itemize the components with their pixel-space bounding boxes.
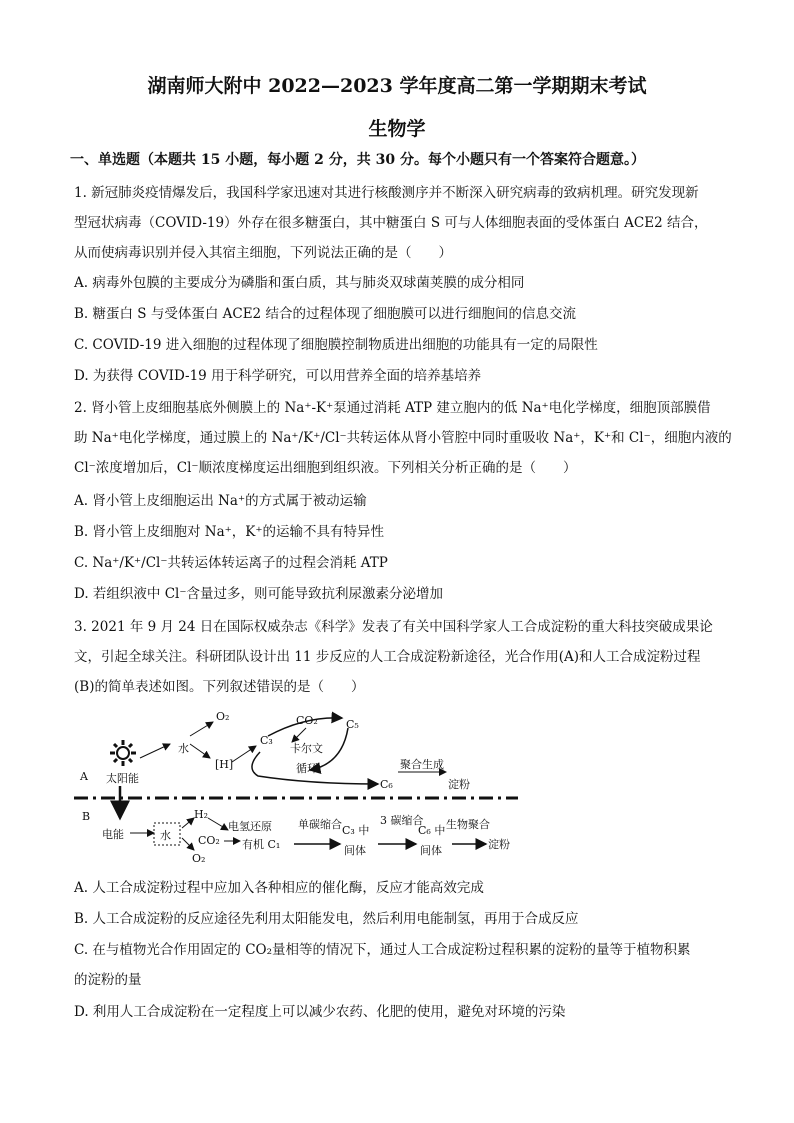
h2-label: H₂ — [194, 808, 209, 821]
c6-mid-label-1: C₆ 中 — [418, 824, 446, 837]
sun-energy-label: 太阳能 — [106, 772, 139, 785]
reduction-label-1: 电氢还原 — [228, 820, 272, 833]
three-carbon-label: 3 碳缩合 — [380, 814, 424, 827]
q2-option-a: A. 肾小管上皮细胞运出 Na⁺的方式属于被动运输 — [74, 493, 367, 509]
c6-top-label: C₆ — [380, 778, 393, 791]
calvin-label-1: 卡尔文 — [290, 742, 323, 755]
subject-title: 生物学 — [368, 118, 426, 140]
q1-stem-line-3: 从而使病毒识别并侵入其宿主细胞，下列说法正确的是（ ） — [74, 245, 452, 261]
q1-option-c: C. COVID-19 进入细胞的过程体现了细胞膜控制物质进出细胞的功能具有一定的局限性 — [74, 337, 598, 353]
q3-option-c-cont: 的淀粉的量 — [74, 972, 142, 988]
q3-option-d: D. 利用人工合成淀粉在一定程度上可以减少农药、化肥的使用，避免对环境的污染 — [74, 1004, 566, 1020]
section-heading: 一、单选题（本题共 15 小题，每小题 2 分，共 30 分。每个小题只有一个答案符合题意。） — [70, 152, 645, 168]
q2-option-d: D. 若组织液中 Cl⁻含量过多，则可能导致抗利尿激素分泌增加 — [74, 586, 443, 602]
q1-option-a: A. 病毒外包膜的主要成分为磷脂和蛋白质，其与肺炎双球菌荚膜的成分相同 — [74, 275, 525, 291]
q3-stem-line-2: 文，引起全球关注。科研团队设计出 11 步反应的人工合成淀粉新途径，光合作用(A)和人工合成淀粉过程 — [74, 649, 701, 665]
q3-option-b: B. 人工合成淀粉的反应途径先利用太阳能发电，然后利用电能制氢，再用于合成反应 — [74, 911, 579, 927]
bio-polymer-label: 生物聚合 — [446, 818, 490, 831]
q1-option-b: B. 糖蛋白 S 与受体蛋白 ACE2 结合的过程体现了细胞膜可以进行细胞间的信息交流 — [74, 306, 576, 322]
q2-option-c: C. Na⁺/K⁺/Cl⁻共转运体转运离子的过程会消耗 ATP — [74, 555, 388, 571]
water-top-label: 水 — [178, 742, 189, 755]
c6-mid-label-2: 间体 — [420, 844, 442, 857]
c3-mid-label-2: 间体 — [344, 844, 366, 857]
o2-top-label: O₂ — [216, 710, 230, 723]
reduction-label-2: 有机 C₁ — [242, 838, 281, 851]
electric-energy-label: 电能 — [102, 828, 124, 841]
label-b: B — [82, 810, 91, 823]
c3-top-label: C₃ — [260, 734, 273, 747]
exam-title: 湖南师大附中 2022—2023 学年度高二第一学期期末考试 — [147, 75, 647, 97]
water-box-label: 水 — [160, 829, 171, 842]
starch-bottom-label: 淀粉 — [488, 838, 510, 851]
single-carbon-label: 单碳缩合 — [298, 818, 342, 831]
q2-stem-line-3: Cl⁻浓度增加后，Cl⁻顺浓度梯度运出细胞到组织液。下列相关分析正确的是（ ） — [74, 460, 577, 476]
label-a: A — [80, 770, 88, 783]
q1-stem-line-2: 型冠状病毒（COVID-19）外存在很多糖蛋白，其中糖蛋白 S 可与人体细胞表面的受体蛋白 ACE2 结合， — [74, 215, 708, 231]
polymer-label-2: 淀粉 — [448, 778, 470, 791]
polymer-label-1: 聚合生成 — [400, 758, 444, 771]
c3-mid-label-1: C₃ 中 — [342, 824, 370, 837]
o2-bottom-label: O₂ — [192, 852, 206, 865]
q1-option-d: D. 为获得 COVID-19 用于科学研究，可以用营养全面的培养基培养 — [74, 368, 482, 384]
q3-stem-line-3: (B)的简单表述如图。下列叙述错误的是（ ） — [74, 679, 365, 695]
q3-option-a: A. 人工合成淀粉过程中应加入各种相应的催化酶，反应才能高效完成 — [74, 880, 484, 896]
q3-option-c: C. 在与植物光合作用固定的 CO₂量相等的情况下，通过人工合成淀粉过程积累的淀粉的量等于植物积累 — [74, 942, 691, 958]
co2-top-label: CO₂ — [296, 714, 318, 727]
q2-stem-line-1: 2. 肾小管上皮细胞基底外侧膜上的 Na⁺-K⁺泵通过消耗 ATP 建立胞内的低 Na⁺电化学梯度，细胞顶部膜借 — [74, 400, 711, 416]
q1-stem-line-1: 1. 新冠肺炎疫情爆发后，我国科学家迅速对其进行核酸测序并不断深入研究病毒的致病机理。研究发现新 — [74, 185, 699, 201]
c5-label: C₅ — [346, 718, 359, 731]
q3-stem-line-1: 3. 2021 年 9 月 24 日在国际权威杂志《科学》发表了有关中国科学家人工合成淀粉的重大科技突破成果论 — [74, 619, 713, 635]
co2-bottom-label: CO₂ — [198, 834, 220, 847]
calvin-label-2: 循环 — [296, 762, 318, 775]
h-label: [H] — [215, 758, 234, 771]
q2-stem-line-2: 助 Na⁺电化学梯度，通过膜上的 Na⁺/K⁺/Cl⁻共转运体从肾小管腔中同时重吸收 Na⁺，K⁺和 Cl⁻，细胞内液的 — [74, 430, 732, 446]
q2-option-b: B. 肾小管上皮细胞对 Na⁺，K⁺的运输不具有特异性 — [74, 524, 384, 540]
sun-icon — [110, 740, 136, 766]
starch-synthesis-diagram — [60, 706, 530, 872]
